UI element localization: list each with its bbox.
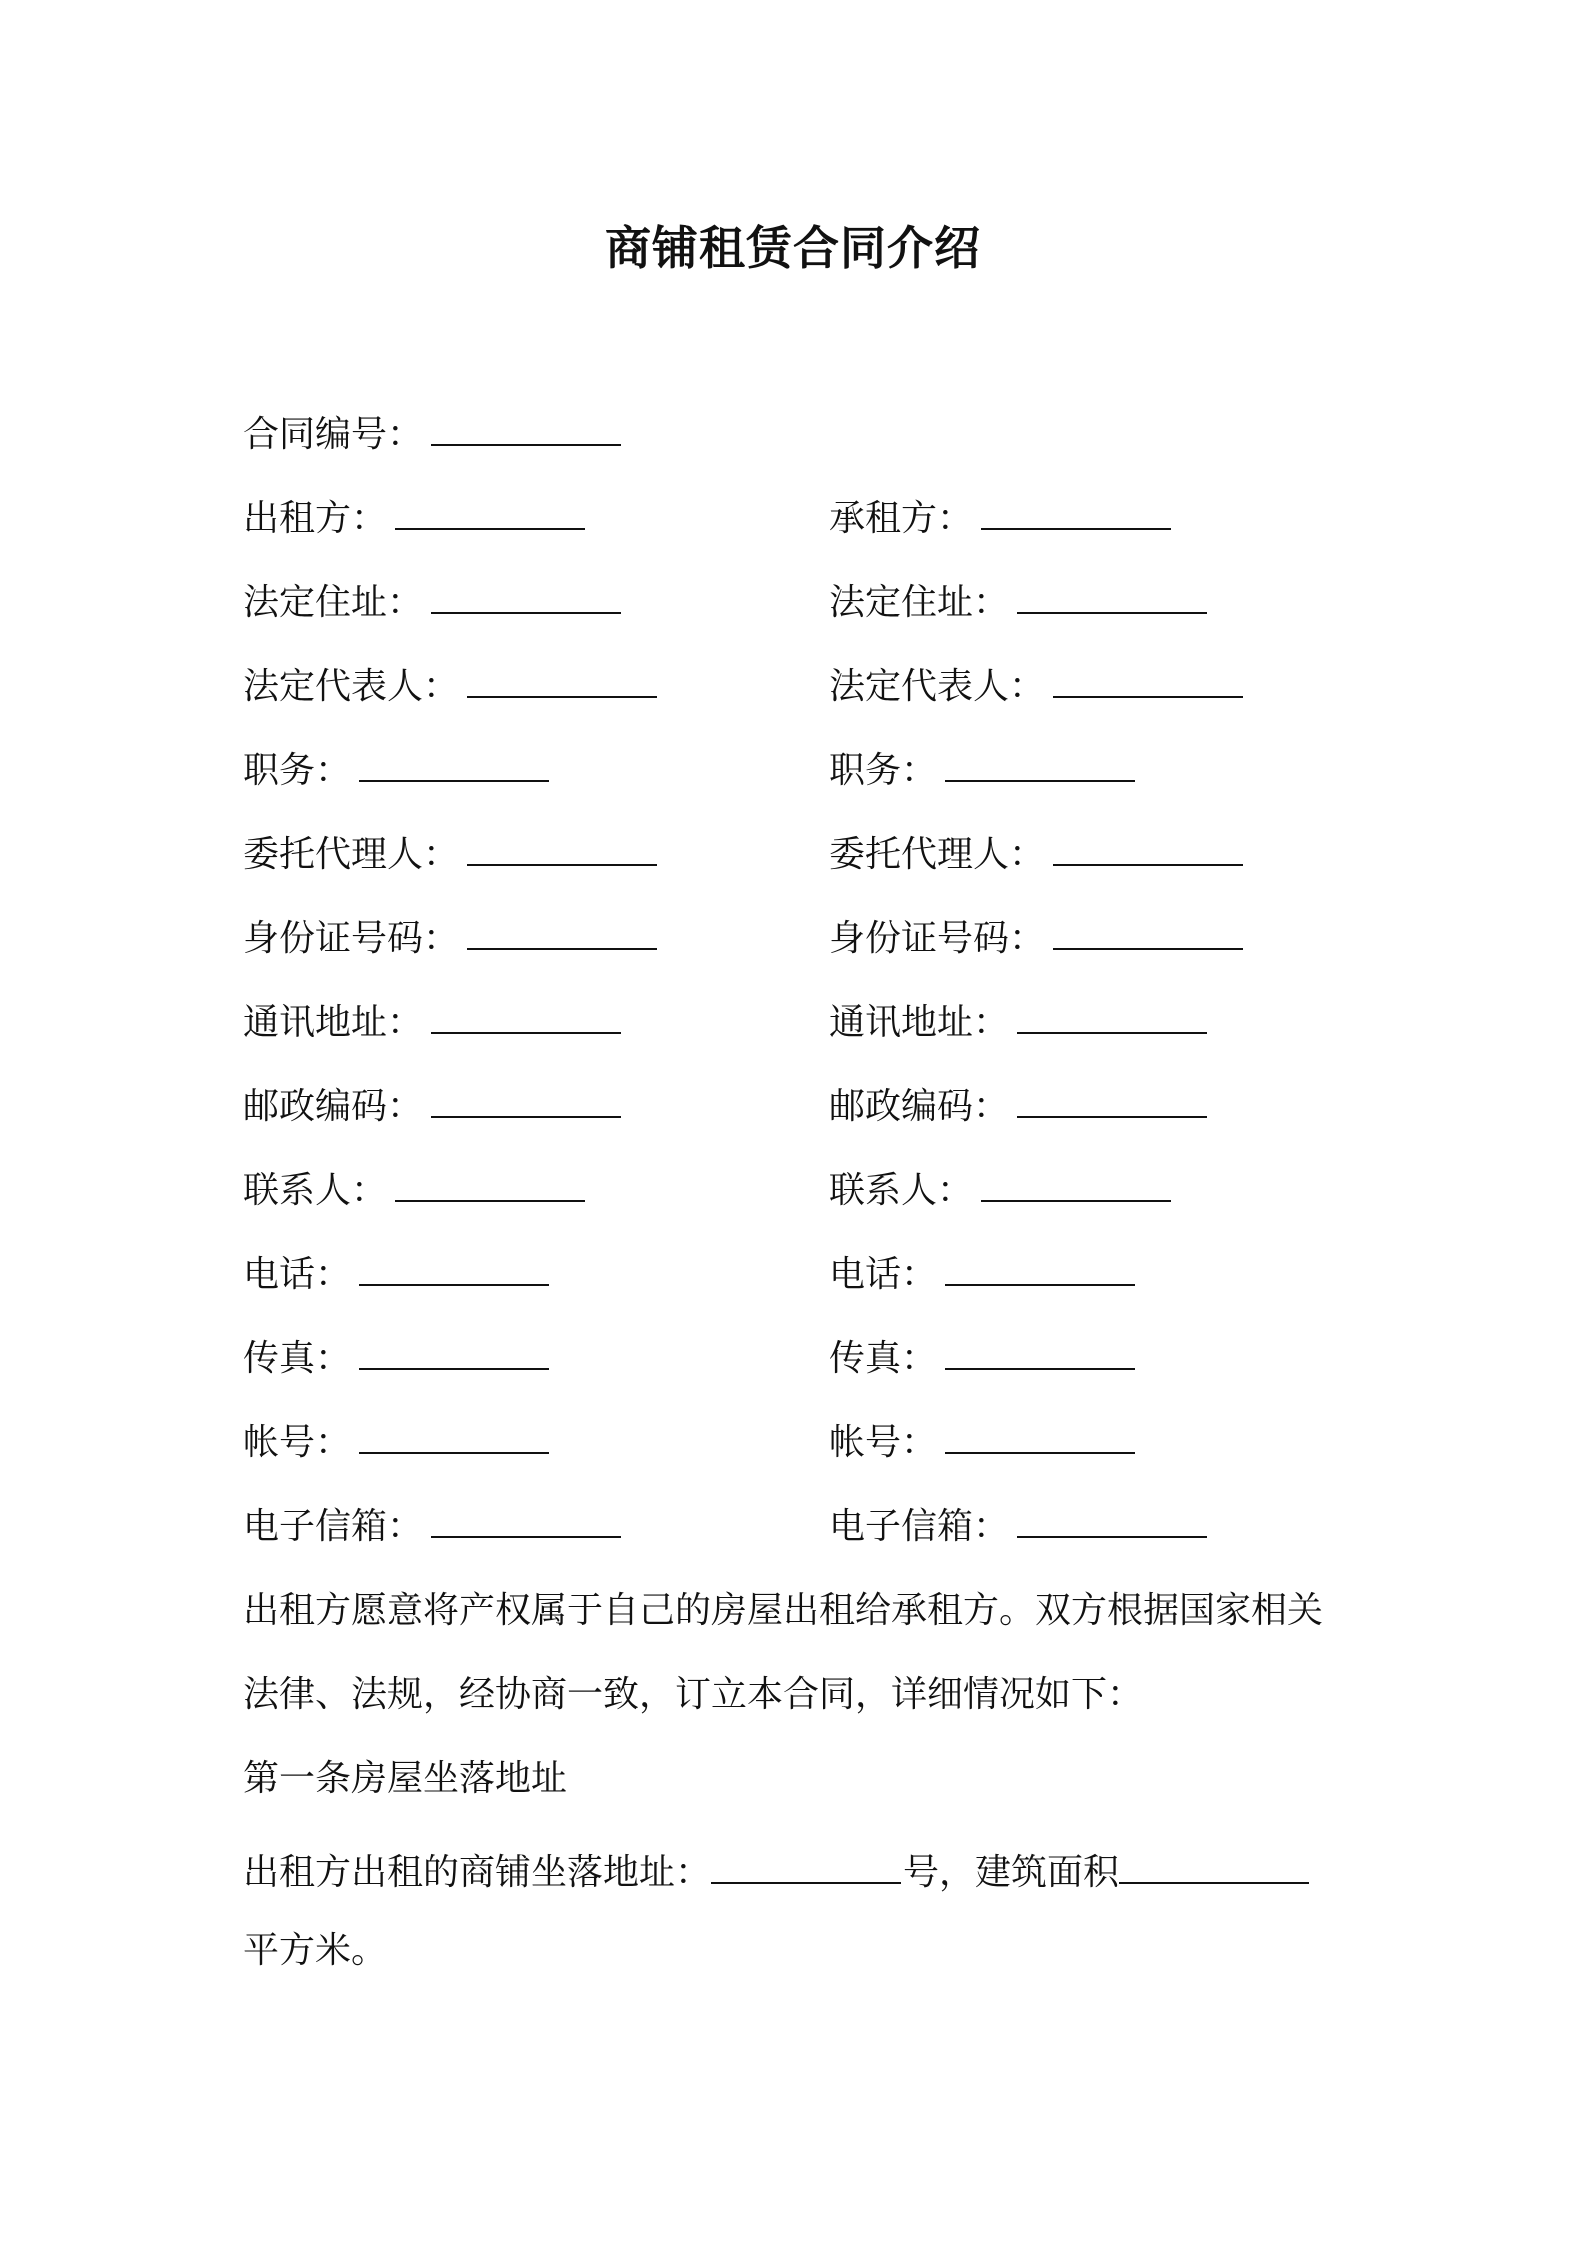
lessee-contact-blank[interactable]: [981, 1170, 1171, 1202]
lessee-representative-blank[interactable]: [1053, 666, 1243, 698]
lessor-mailing-address-field: [243, 1001, 621, 1045]
lessee-representative-field: [829, 665, 1243, 709]
intro-paragraph-line-2: 法律、法规，经协商一致，订立本合同，详细情况如下：: [243, 1674, 1144, 1715]
lessor-email-label: 电子信箱：: [243, 1506, 424, 1547]
lessee-account-field: [829, 1421, 1135, 1465]
lessor-phone-blank[interactable]: [359, 1254, 549, 1286]
lessor-representative-label: 法定代表人：: [243, 666, 460, 707]
intro-paragraph-line-1: 出租方愿意将产权属于自己的房屋出租给承租方。双方根据国家相关: [243, 1590, 1324, 1631]
lessor-phone-field: [243, 1253, 549, 1297]
lessor-account-field: [243, 1421, 549, 1465]
lessee-agent-field: [829, 833, 1243, 877]
lessor-id-label: 身份证号码：: [243, 918, 460, 959]
lessor-fax-label: 传真：: [243, 1338, 352, 1379]
lessee-field: [829, 497, 1171, 541]
lessor-id-field: [243, 917, 657, 961]
lessor-contact-label: 联系人：: [243, 1170, 388, 1211]
lessor-blank[interactable]: [395, 498, 585, 530]
lessee-postcode-field: [829, 1085, 1207, 1129]
lessor-postcode-field: [243, 1085, 621, 1129]
lessor-email-blank[interactable]: [431, 1506, 621, 1538]
lessor-id-blank[interactable]: [467, 918, 657, 950]
contract-number-line: [243, 413, 621, 457]
lessee-postcode-label: 邮政编码：: [829, 1086, 1010, 1127]
lessor-account-label: 帐号：: [243, 1422, 352, 1463]
lessor-position-label: 职务：: [243, 750, 352, 791]
lessee-label: 承租方：: [829, 498, 974, 539]
lessee-fax-field: [829, 1337, 1135, 1381]
lessee-representative-label: 法定代表人：: [829, 666, 1046, 707]
lessor-account-blank[interactable]: [359, 1422, 549, 1454]
lessee-mailing-address-label: 通讯地址：: [829, 1002, 1010, 1043]
lessor-email-field: [243, 1505, 621, 1549]
article-1-unit-line: 平方米。: [243, 1930, 388, 1971]
lessee-phone-label: 电话：: [829, 1254, 938, 1295]
lessor-contact-blank[interactable]: [395, 1170, 585, 1202]
lessee-position-field: [829, 749, 1135, 793]
lessee-position-blank[interactable]: [945, 750, 1135, 782]
lessor-postcode-label: 邮政编码：: [243, 1086, 424, 1127]
lessee-agent-label: 委托代理人：: [829, 834, 1046, 875]
lessee-phone-field: [829, 1253, 1135, 1297]
lessor-position-blank[interactable]: [359, 750, 549, 782]
lessee-position-label: 职务：: [829, 750, 938, 791]
lessor-label: 出租方：: [243, 498, 388, 539]
lessee-account-label: 帐号：: [829, 1422, 938, 1463]
article-1-heading: 第一条房屋坐落地址: [243, 1758, 568, 1799]
lessee-fax-blank[interactable]: [945, 1338, 1135, 1370]
contract-number-blank[interactable]: [431, 414, 621, 446]
lessee-id-blank[interactable]: [1053, 918, 1243, 950]
lessor-fax-field: [243, 1337, 549, 1381]
lessee-mailing-address-blank[interactable]: [1017, 1002, 1207, 1034]
lessee-phone-blank[interactable]: [945, 1254, 1135, 1286]
lessor-postcode-blank[interactable]: [431, 1086, 621, 1118]
lessee-fax-label: 传真：: [829, 1338, 938, 1379]
article-1-mid: 号，建筑面积: [903, 1852, 1120, 1893]
lessor-agent-blank[interactable]: [467, 834, 657, 866]
lessee-address-blank[interactable]: [1017, 582, 1207, 614]
lessee-id-field: [829, 917, 1243, 961]
document-title: 商铺租赁合同介绍: [605, 221, 981, 275]
lessee-agent-blank[interactable]: [1053, 834, 1243, 866]
lessor-contact-field: [243, 1169, 585, 1213]
contract-number-label: 合同编号：: [243, 414, 424, 455]
lessee-email-field: [829, 1505, 1207, 1549]
lessor-mailing-address-label: 通讯地址：: [243, 1002, 424, 1043]
lessee-address-field: [829, 581, 1207, 625]
lessee-mailing-address-field: [829, 1001, 1207, 1045]
lessee-contact-label: 联系人：: [829, 1170, 974, 1211]
lessee-address-label: 法定住址：: [829, 582, 1010, 623]
lessee-blank[interactable]: [981, 498, 1171, 530]
lessee-email-label: 电子信箱：: [829, 1506, 1010, 1547]
lessor-address-blank[interactable]: [431, 582, 621, 614]
article-1-address-line: [243, 1851, 1311, 1895]
lessor-agent-label: 委托代理人：: [243, 834, 460, 875]
lessee-account-blank[interactable]: [945, 1422, 1135, 1454]
lessor-representative-field: [243, 665, 657, 709]
article-1-prefix: 出租方出租的商铺坐落地址：: [243, 1852, 712, 1893]
lessee-postcode-blank[interactable]: [1017, 1086, 1207, 1118]
lessor-mailing-address-blank[interactable]: [431, 1002, 621, 1034]
lessor-field: [243, 497, 585, 541]
floor-area-blank[interactable]: [1119, 1852, 1309, 1884]
lessee-email-blank[interactable]: [1017, 1506, 1207, 1538]
lessor-address-field: [243, 581, 621, 625]
lessee-id-label: 身份证号码：: [829, 918, 1046, 959]
lessee-contact-field: [829, 1169, 1171, 1213]
lessor-representative-blank[interactable]: [467, 666, 657, 698]
lessor-phone-label: 电话：: [243, 1254, 352, 1295]
shop-address-blank[interactable]: [711, 1852, 901, 1884]
lessor-address-label: 法定住址：: [243, 582, 424, 623]
lessor-fax-blank[interactable]: [359, 1338, 549, 1370]
lessor-agent-field: [243, 833, 657, 877]
lessor-position-field: [243, 749, 549, 793]
